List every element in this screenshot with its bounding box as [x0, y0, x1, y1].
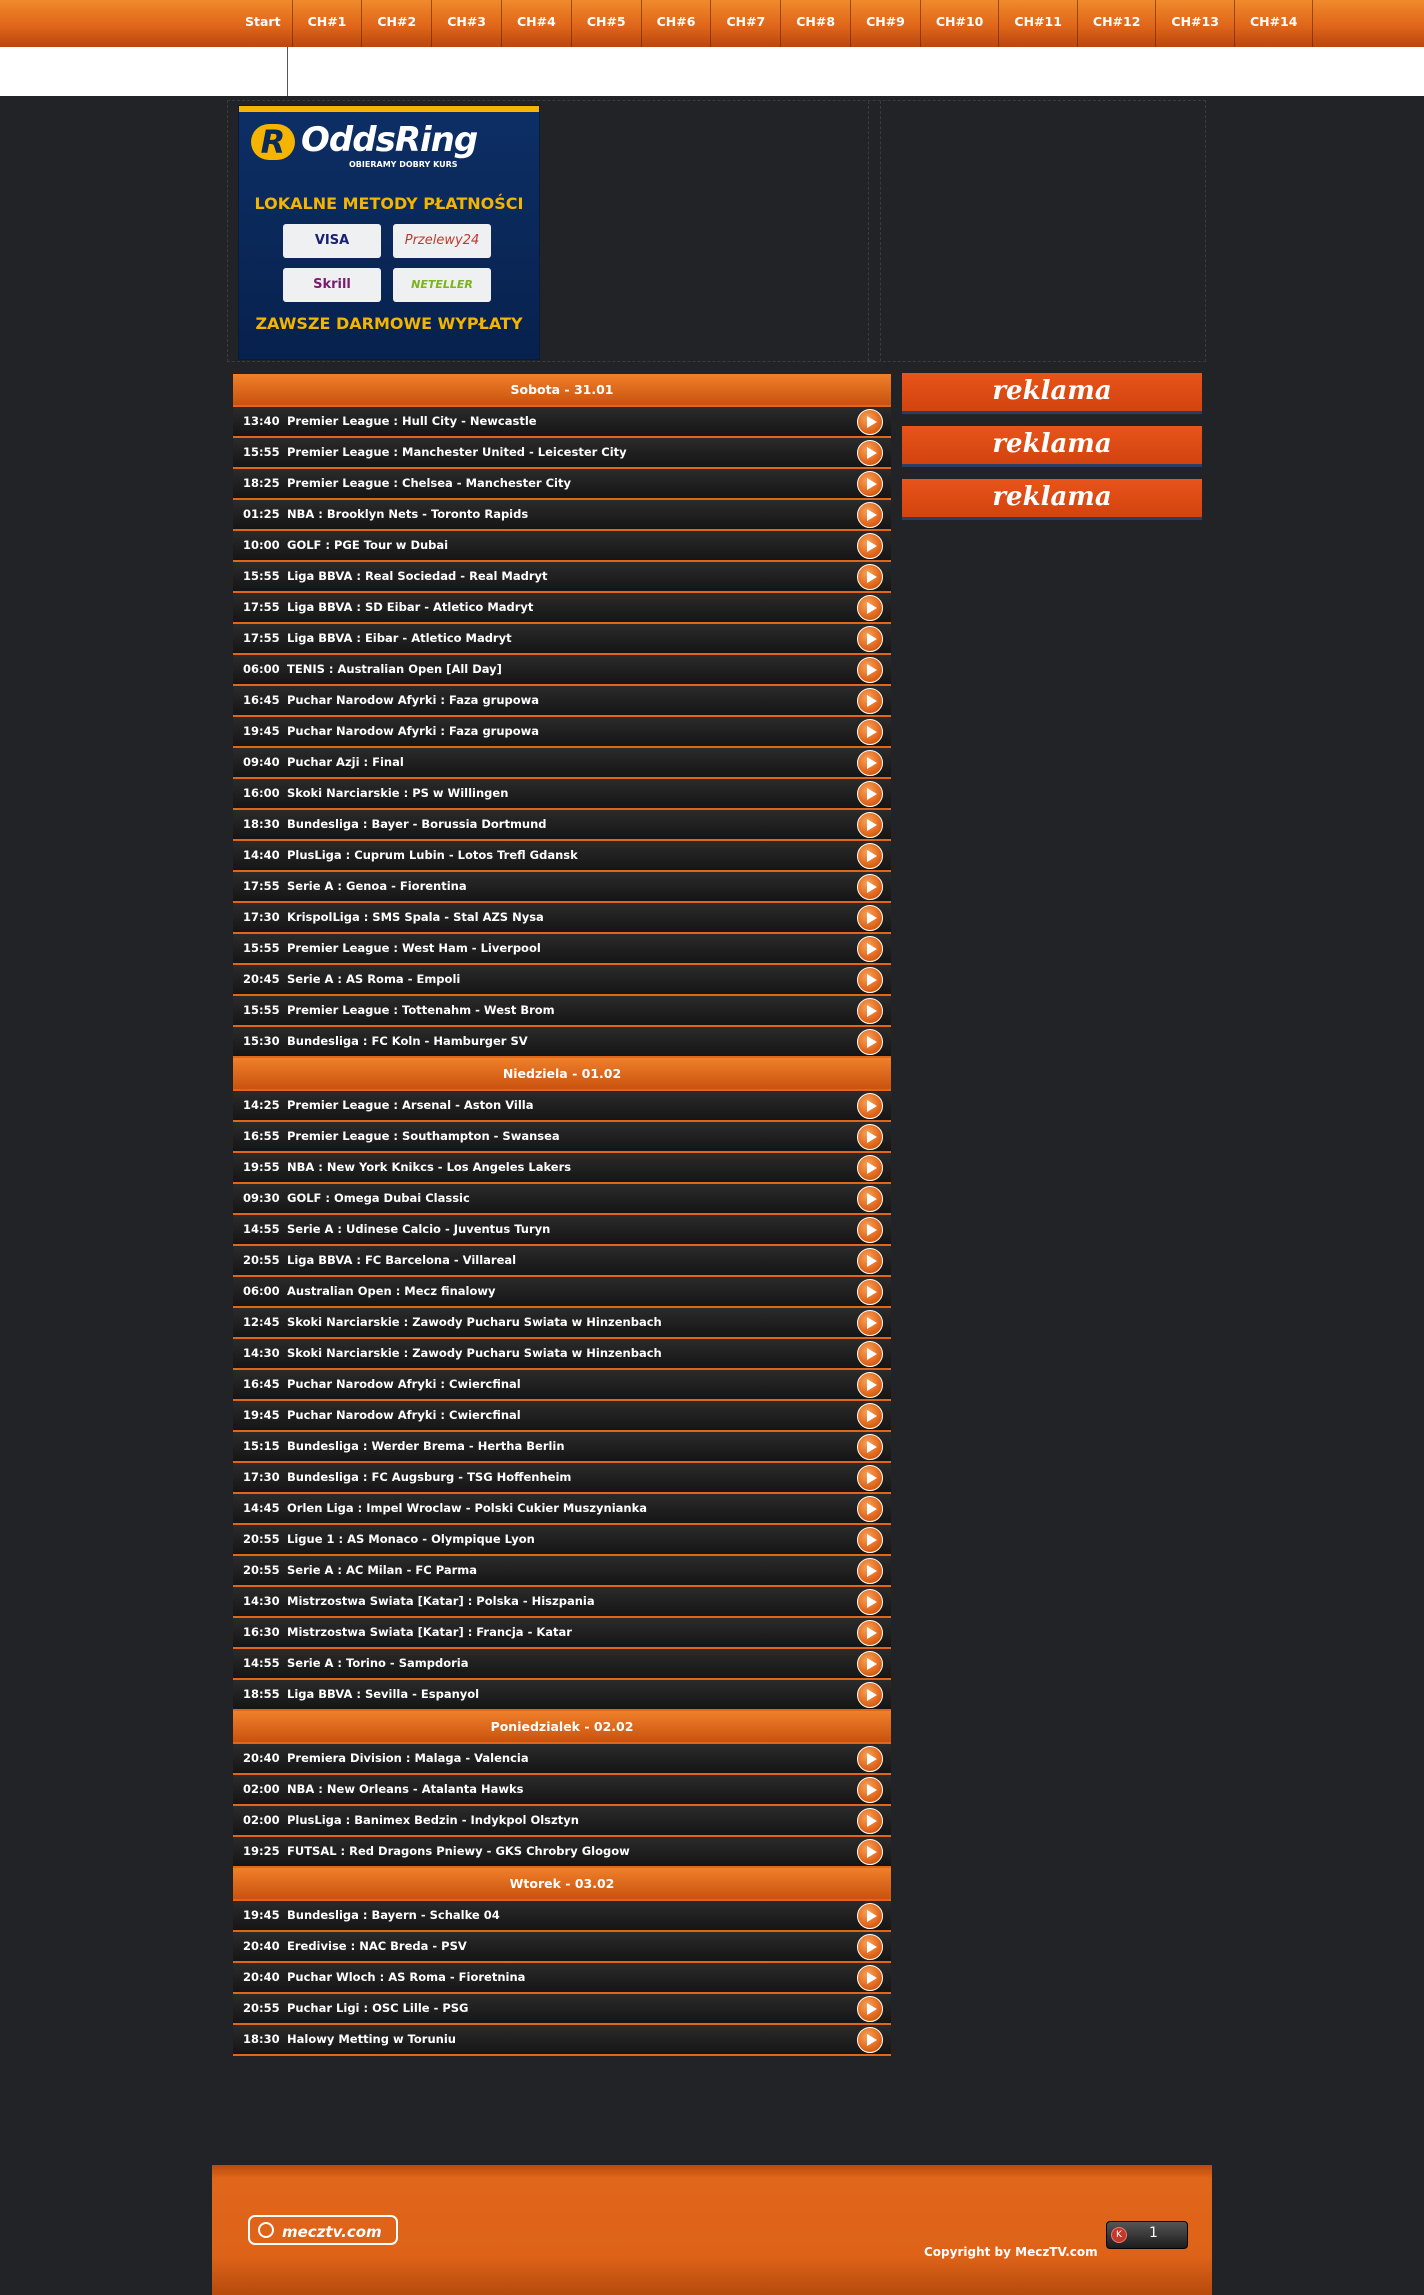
- play-icon[interactable]: [857, 688, 883, 714]
- play-icon[interactable]: [857, 1777, 883, 1803]
- footer-logo[interactable]: [248, 2215, 398, 2245]
- play-icon[interactable]: [857, 1279, 883, 1305]
- event-title: GOLF : Omega Dubai Classic: [287, 1191, 470, 1205]
- mecztv-logo-icon: [258, 2222, 274, 2238]
- footer: [212, 2165, 1212, 2295]
- nav-item-ch10[interactable]: CH#10: [921, 0, 1000, 47]
- event-row[interactable]: [233, 810, 891, 841]
- event-time: 15:55: [243, 941, 280, 955]
- event-title: NBA : Brooklyn Nets - Toronto Rapids: [287, 507, 529, 521]
- sub-header-divider: [287, 47, 288, 96]
- nav-item-ch13[interactable]: CH#13: [1156, 0, 1235, 47]
- nav-item-ch11[interactable]: CH#11: [999, 0, 1078, 47]
- event-title: Bundesliga : FC Augsburg - TSG Hoffenheim: [287, 1470, 572, 1484]
- event-row[interactable]: [233, 531, 891, 562]
- event-title: Serie A : Genoa - Fiorentina: [287, 879, 467, 893]
- nav-item-ch5[interactable]: CH#5: [572, 0, 642, 47]
- play-icon[interactable]: [857, 1651, 883, 1677]
- event-title: Puchar Narodow Afryki : Cwiercfinal: [287, 1408, 521, 1422]
- event-title: Liga BBVA : Real Sociedad - Real Madryt: [287, 569, 548, 583]
- event-time: 14:40: [243, 848, 280, 862]
- event-title: Puchar Narodow Afryki : Cwiercfinal: [287, 1377, 521, 1391]
- event-title: Bundesliga : Bayern - Schalke 04: [287, 1908, 500, 1922]
- event-title: PlusLiga : Banimex Bedzin - Indykpol Olsztyn: [287, 1813, 579, 1827]
- event-time: 20:40: [243, 1939, 280, 1953]
- play-icon[interactable]: [857, 595, 883, 621]
- event-row[interactable]: [233, 686, 891, 717]
- event-time: 01:25: [243, 507, 280, 521]
- event-row[interactable]: [233, 1806, 891, 1837]
- play-icon[interactable]: [857, 471, 883, 497]
- event-time: 10:00: [243, 538, 280, 552]
- banner-footline: ZAWSZE DARMOWE WYPŁATY: [255, 314, 523, 333]
- counter-icon: K: [1111, 2227, 1127, 2243]
- event-title: Australian Open : Mecz finalowy: [287, 1284, 496, 1298]
- copyright-text: Copyright by MeczTV.com: [924, 2245, 1098, 2259]
- event-time: 09:40: [243, 755, 280, 769]
- event-title: TENIS : Australian Open [All Day]: [287, 662, 502, 676]
- play-icon[interactable]: [857, 1465, 883, 1491]
- event-title: Premiera Division : Malaga - Valencia: [287, 1751, 529, 1765]
- event-title: Mistrzostwa Swiata [Katar] : Francja - Katar: [287, 1625, 572, 1639]
- oddsring-logo-icon: R: [251, 124, 295, 160]
- nav-item-ch6[interactable]: CH#6: [642, 0, 712, 47]
- play-icon[interactable]: [857, 1310, 883, 1336]
- nav-item-ch2[interactable]: CH#2: [362, 0, 432, 47]
- reklama-ad-1[interactable]: reklama: [902, 373, 1202, 414]
- event-title: Serie A : AS Roma - Empoli: [287, 972, 461, 986]
- play-icon[interactable]: [857, 1155, 883, 1181]
- nav-menu: [233, 0, 1313, 47]
- event-time: 16:45: [243, 693, 280, 707]
- event-title: Skoki Narciarskie : Zawody Pucharu Swiata w Hinzenbach: [287, 1315, 662, 1329]
- event-time: 19:45: [243, 1408, 280, 1422]
- event-row[interactable]: [233, 1556, 891, 1587]
- event-title: NBA : New Orleans - Atalanta Hawks: [287, 1782, 524, 1796]
- event-title: FUTSAL : Red Dragons Pniewy - GKS Chrobry Glogow: [287, 1844, 630, 1858]
- event-row[interactable]: [233, 1463, 891, 1494]
- event-time: 16:00: [243, 786, 280, 800]
- reklama-ad-3[interactable]: reklama: [902, 479, 1202, 520]
- event-time: 20:55: [243, 1532, 280, 1546]
- banner-top-strip: [239, 106, 539, 112]
- event-time: 16:30: [243, 1625, 280, 1639]
- event-row[interactable]: [233, 872, 891, 903]
- event-title: Premier League : Chelsea - Manchester City: [287, 476, 571, 490]
- event-row[interactable]: [233, 717, 891, 748]
- event-time: 17:55: [243, 600, 280, 614]
- event-row[interactable]: [233, 1744, 891, 1775]
- event-time: 17:30: [243, 1470, 280, 1484]
- play-icon[interactable]: [857, 936, 883, 962]
- event-time: 15:15: [243, 1439, 280, 1453]
- event-row[interactable]: [233, 1027, 891, 1058]
- play-icon[interactable]: [857, 2027, 883, 2053]
- event-time: 17:55: [243, 879, 280, 893]
- event-title: Premier League : Southampton - Swansea: [287, 1129, 560, 1143]
- event-time: 17:55: [243, 631, 280, 645]
- play-icon[interactable]: [857, 1124, 883, 1150]
- event-title: Liga BBVA : SD Eibar - Atletico Madryt: [287, 600, 534, 614]
- play-icon[interactable]: [857, 1746, 883, 1772]
- event-time: 18:30: [243, 817, 280, 831]
- event-time: 16:45: [243, 1377, 280, 1391]
- play-icon[interactable]: [857, 440, 883, 466]
- day-header: Sobota - 31.01: [233, 374, 891, 407]
- event-time: 18:25: [243, 476, 280, 490]
- play-icon[interactable]: [857, 1965, 883, 1991]
- play-icon[interactable]: [857, 719, 883, 745]
- event-title: PlusLiga : Cuprum Lubin - Lotos Trefl Gdansk: [287, 848, 578, 862]
- nav-item-start[interactable]: Start: [233, 0, 293, 47]
- event-row[interactable]: [233, 841, 891, 872]
- event-title: Serie A : Torino - Sampdoria: [287, 1656, 469, 1670]
- event-time: 18:30: [243, 2032, 280, 2046]
- banner-divider: [868, 101, 869, 361]
- play-icon[interactable]: [857, 1934, 883, 1960]
- event-row[interactable]: [233, 438, 891, 469]
- event-title: Bundesliga : Werder Brema - Hertha Berlin: [287, 1439, 565, 1453]
- event-title: Liga BBVA : Sevilla - Espanyol: [287, 1687, 480, 1701]
- event-time: 09:30: [243, 1191, 280, 1205]
- day-header: Poniedzialek - 02.02: [233, 1711, 891, 1744]
- banner-tagline: OBIERAMY DOBRY KURS: [349, 160, 458, 169]
- event-row[interactable]: [233, 1494, 891, 1525]
- play-icon[interactable]: [857, 1434, 883, 1460]
- play-icon[interactable]: [857, 1029, 883, 1055]
- event-row[interactable]: [233, 1680, 891, 1711]
- banner-divider: [880, 101, 881, 361]
- play-icon[interactable]: [857, 874, 883, 900]
- event-title: Eredivise : NAC Breda - PSV: [287, 1939, 467, 1953]
- event-time: 15:55: [243, 569, 280, 583]
- day-header: Wtorek - 03.02: [233, 1868, 891, 1901]
- event-row[interactable]: [233, 1525, 891, 1556]
- event-row[interactable]: [233, 748, 891, 779]
- event-row[interactable]: [233, 934, 891, 965]
- event-row[interactable]: [233, 1775, 891, 1806]
- play-icon[interactable]: [857, 1403, 883, 1429]
- event-time: 19:45: [243, 1908, 280, 1922]
- play-icon[interactable]: [857, 1620, 883, 1646]
- play-icon[interactable]: [857, 502, 883, 528]
- play-icon[interactable]: [857, 1093, 883, 1119]
- event-row[interactable]: [233, 562, 891, 593]
- event-row[interactable]: [233, 407, 891, 438]
- payment-neteller: NETELLER: [393, 268, 491, 302]
- payment-visa: VISA: [283, 224, 381, 258]
- event-row[interactable]: [233, 1215, 891, 1246]
- event-row[interactable]: [233, 1837, 891, 1868]
- banner-headline: LOKALNE METODY PŁATNOŚCI: [254, 194, 524, 213]
- banner-brand: OddsRing: [301, 120, 478, 160]
- event-row[interactable]: [233, 1963, 891, 1994]
- top-navigation: [0, 0, 1424, 47]
- event-title: Puchar Narodow Afyrki : Faza grupowa: [287, 724, 540, 738]
- play-icon[interactable]: [857, 812, 883, 838]
- event-title: Serie A : Udinese Calcio - Juventus Turyn: [287, 1222, 551, 1236]
- event-time: 20:55: [243, 1253, 280, 1267]
- event-row[interactable]: [233, 593, 891, 624]
- event-title: Puchar Narodow Afyrki : Faza grupowa: [287, 693, 540, 707]
- play-icon[interactable]: [857, 843, 883, 869]
- play-icon[interactable]: [857, 1903, 883, 1929]
- event-title: KrispolLiga : SMS Spala - Stal AZS Nysa: [287, 910, 544, 924]
- play-icon[interactable]: [857, 1217, 883, 1243]
- event-row[interactable]: [233, 1370, 891, 1401]
- event-title: Orlen Liga : Impel Wroclaw - Polski Cukier Muszynianka: [287, 1501, 648, 1515]
- event-row[interactable]: [233, 500, 891, 531]
- event-title: Skoki Narciarskie : PS w Willingen: [287, 786, 509, 800]
- event-row[interactable]: [233, 624, 891, 655]
- play-icon[interactable]: [857, 998, 883, 1024]
- nav-item-ch12[interactable]: CH#12: [1078, 0, 1157, 47]
- footer-logo-text: mecztv.com: [282, 2223, 382, 2241]
- event-time: 20:40: [243, 1970, 280, 1984]
- sub-header-bar: [0, 47, 1424, 96]
- play-icon[interactable]: [857, 750, 883, 776]
- play-icon[interactable]: [857, 657, 883, 683]
- event-title: Bundesliga : Bayer - Borussia Dortmund: [287, 817, 547, 831]
- event-title: Premier League : Tottenahm - West Brom: [287, 1003, 555, 1017]
- play-icon[interactable]: [857, 1527, 883, 1553]
- event-time: 13:40: [243, 414, 280, 428]
- event-row[interactable]: [233, 965, 891, 996]
- play-icon[interactable]: [857, 1558, 883, 1584]
- event-title: Puchar Ligi : OSC Lille - PSG: [287, 2001, 469, 2015]
- event-row[interactable]: [233, 1091, 891, 1122]
- event-time: 06:00: [243, 662, 280, 676]
- play-icon[interactable]: [857, 1248, 883, 1274]
- payment-przelewy24: Przelewy24: [393, 224, 491, 258]
- event-title: Ligue 1 : AS Monaco - Olympique Lyon: [287, 1532, 535, 1546]
- play-icon[interactable]: [857, 905, 883, 931]
- event-title: Skoki Narciarskie : Zawody Pucharu Swiata w Hinzenbach: [287, 1346, 662, 1360]
- event-schedule: [233, 374, 891, 2056]
- play-icon[interactable]: [857, 781, 883, 807]
- event-time: 15:30: [243, 1034, 280, 1048]
- event-row[interactable]: [233, 1277, 891, 1308]
- event-row[interactable]: [233, 655, 891, 686]
- event-title: Serie A : AC Milan - FC Parma: [287, 1563, 477, 1577]
- payment-skrill: Skrill: [283, 268, 381, 302]
- event-row[interactable]: [233, 1994, 891, 2025]
- event-row[interactable]: [233, 1932, 891, 1963]
- play-icon[interactable]: [857, 1341, 883, 1367]
- event-row[interactable]: [233, 1587, 891, 1618]
- event-time: 14:25: [243, 1098, 280, 1112]
- event-title: Puchar Wloch : AS Roma - Fioretnina: [287, 1970, 526, 1984]
- event-title: Bundesliga : FC Koln - Hamburger SV: [287, 1034, 528, 1048]
- event-title: Premier League : Manchester United - Leicester City: [287, 445, 627, 459]
- event-title: Puchar Azji : Final: [287, 755, 404, 769]
- event-row[interactable]: [233, 996, 891, 1027]
- event-row[interactable]: [233, 1432, 891, 1463]
- event-title: Premier League : West Ham - Liverpool: [287, 941, 541, 955]
- event-title: Liga BBVA : Eibar - Atletico Madryt: [287, 631, 512, 645]
- event-time: 12:45: [243, 1315, 280, 1329]
- event-row[interactable]: [233, 1339, 891, 1370]
- event-time: 20:55: [243, 2001, 280, 2015]
- nav-item-ch9[interactable]: CH#9: [851, 0, 921, 47]
- nav-item-ch8[interactable]: CH#8: [781, 0, 851, 47]
- event-row[interactable]: [233, 1308, 891, 1339]
- event-row[interactable]: [233, 469, 891, 500]
- event-title: Premier League : Arsenal - Aston Villa: [287, 1098, 534, 1112]
- event-time: 14:30: [243, 1346, 280, 1360]
- event-title: Premier League : Hull City - Newcastle: [287, 414, 537, 428]
- event-time: 15:55: [243, 445, 280, 459]
- event-row[interactable]: [233, 1184, 891, 1215]
- play-icon[interactable]: [857, 1996, 883, 2022]
- event-title: Mistrzostwa Swiata [Katar] : Polska - Hiszpania: [287, 1594, 595, 1608]
- event-row[interactable]: [233, 903, 891, 934]
- play-icon[interactable]: [857, 1186, 883, 1212]
- play-icon[interactable]: [857, 1808, 883, 1834]
- event-time: 20:55: [243, 1563, 280, 1577]
- play-icon[interactable]: [857, 1589, 883, 1615]
- play-icon[interactable]: [857, 533, 883, 559]
- nav-item-ch3[interactable]: CH#3: [432, 0, 502, 47]
- event-row[interactable]: [233, 779, 891, 810]
- event-row[interactable]: [233, 1401, 891, 1432]
- play-icon[interactable]: [857, 409, 883, 435]
- nav-item-ch14[interactable]: CH#14: [1235, 0, 1314, 47]
- event-time: 17:30: [243, 910, 280, 924]
- event-time: 02:00: [243, 1813, 280, 1827]
- event-title: GOLF : PGE Tour w Dubai: [287, 538, 449, 552]
- play-icon[interactable]: [857, 1839, 883, 1865]
- play-icon[interactable]: [857, 1682, 883, 1708]
- event-row[interactable]: [233, 1246, 891, 1277]
- event-time: 14:55: [243, 1222, 280, 1236]
- event-time: 14:55: [243, 1656, 280, 1670]
- event-time: 02:00: [243, 1782, 280, 1796]
- event-title: NBA : New York Knikcs - Los Angeles Lakers: [287, 1160, 572, 1174]
- play-icon[interactable]: [857, 1496, 883, 1522]
- event-time: 19:45: [243, 724, 280, 738]
- play-icon[interactable]: [857, 564, 883, 590]
- event-row[interactable]: [233, 2025, 891, 2056]
- event-row[interactable]: [233, 1649, 891, 1680]
- reklama-ad-2[interactable]: reklama: [902, 426, 1202, 467]
- counter-value: 1: [1149, 2225, 1158, 2241]
- nav-item-ch7[interactable]: CH#7: [711, 0, 781, 47]
- play-icon[interactable]: [857, 967, 883, 993]
- event-row[interactable]: [233, 1122, 891, 1153]
- event-time: 16:55: [243, 1129, 280, 1143]
- event-time: 19:25: [243, 1844, 280, 1858]
- event-time: 20:40: [243, 1751, 280, 1765]
- nav-item-ch4[interactable]: CH#4: [502, 0, 572, 47]
- event-time: 06:00: [243, 1284, 280, 1298]
- day-header: Niedziela - 01.02: [233, 1058, 891, 1091]
- event-title: Liga BBVA : FC Barcelona - Villareal: [287, 1253, 517, 1267]
- event-row[interactable]: [233, 1901, 891, 1932]
- event-time: 19:55: [243, 1160, 280, 1174]
- event-time: 20:45: [243, 972, 280, 986]
- event-row[interactable]: [233, 1618, 891, 1649]
- oddsring-banner-ad[interactable]: [238, 105, 540, 360]
- nav-item-ch1[interactable]: CH#1: [293, 0, 363, 47]
- event-time: 14:45: [243, 1501, 280, 1515]
- event-title: Halowy Metting w Toruniu: [287, 2032, 456, 2046]
- visit-counter[interactable]: [1106, 2221, 1188, 2249]
- event-time: 15:55: [243, 1003, 280, 1017]
- event-row[interactable]: [233, 1153, 891, 1184]
- event-time: 18:55: [243, 1687, 280, 1701]
- event-time: 14:30: [243, 1594, 280, 1608]
- play-icon[interactable]: [857, 1372, 883, 1398]
- play-icon[interactable]: [857, 626, 883, 652]
